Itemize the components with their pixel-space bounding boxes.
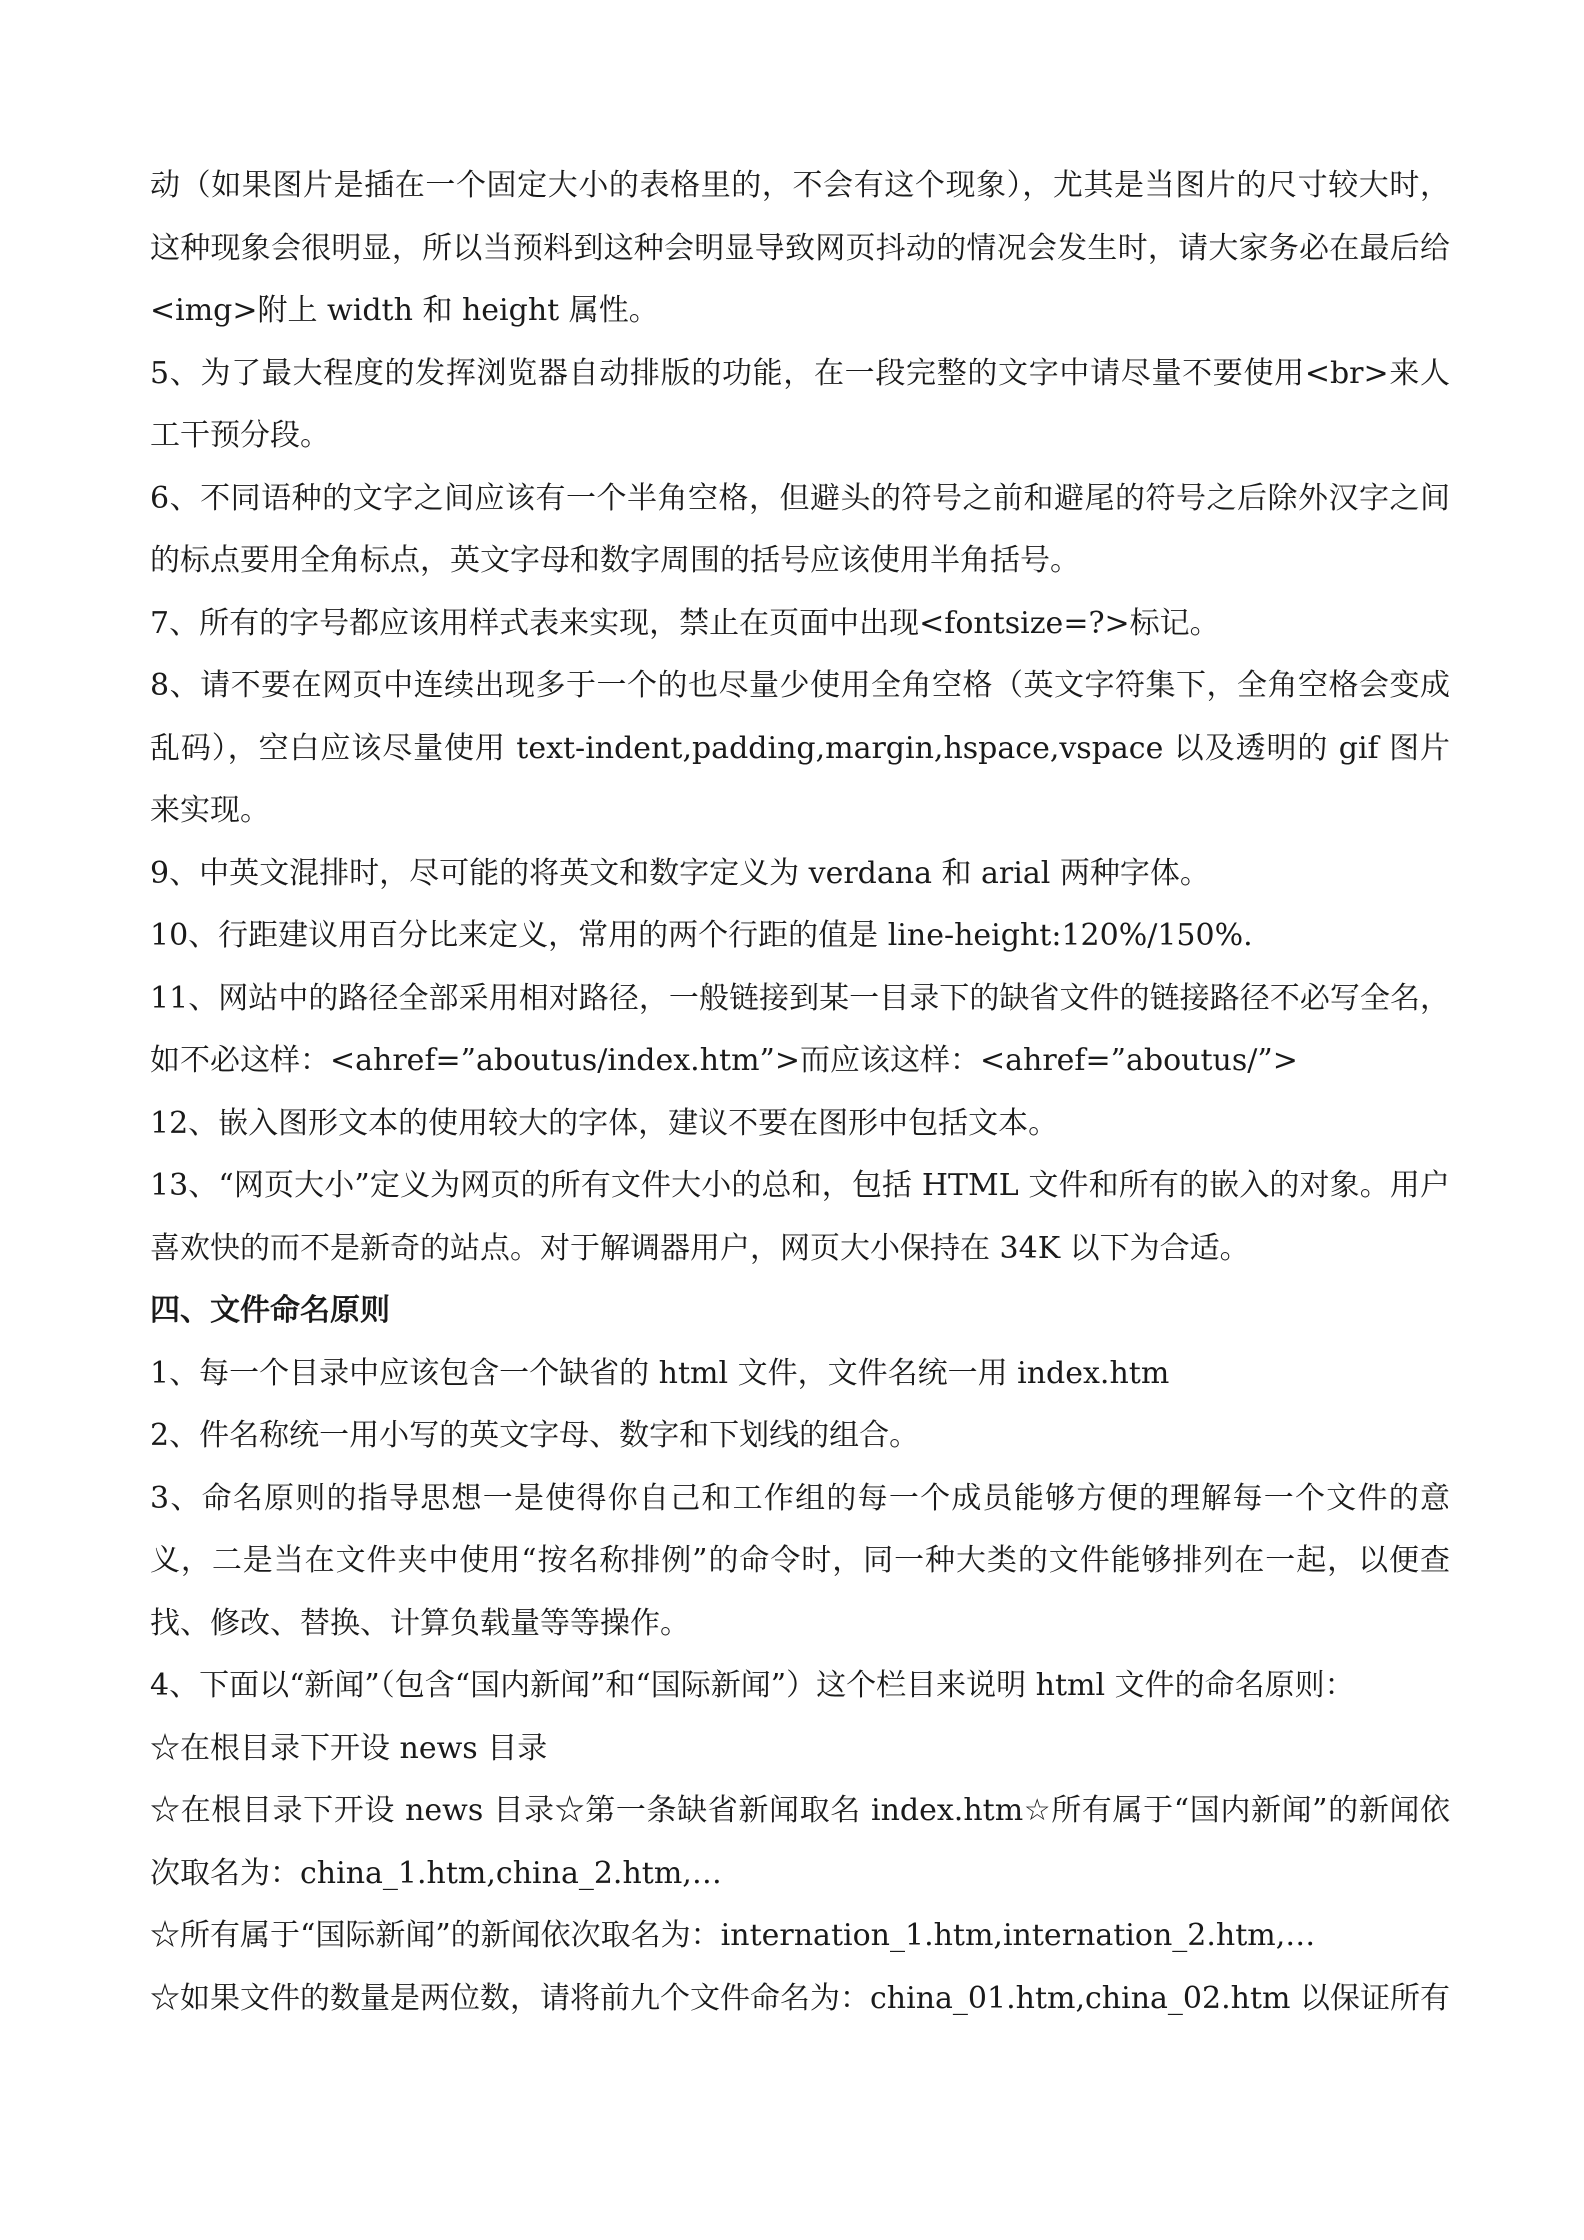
bullet-two-digit-naming: ☆如果文件的数量是两位数，请将前九个文件命名为：china_01.htm,china_02.htm 以保证所有 [150, 1980, 1450, 2016]
paragraph-rule-13: 13、“网页大小”定义为网页的所有文件大小的总和，包括 HTML 文件和所有的嵌入的对象。用户喜欢快的而不是新奇的站点。对于解调器用户，网页大小保持在 34K 以下为合适。 [150, 1168, 1450, 1266]
bullet-news-directory: ☆在根目录下开设 news 目录 [150, 1730, 548, 1766]
paragraph-rule-12: 12、嵌入图形文本的使用较大的字体，建议不要在图形中包括文本。 [150, 1105, 1059, 1141]
paragraph-rule-9: 9、中英文混排时，尽可能的将英文和数字定义为 verdana 和 arial 两种字体。 [150, 855, 1210, 891]
paragraph-naming-2: 2、件名称统一用小写的英文字母、数字和下划线的组合。 [150, 1418, 920, 1453]
paragraph-rule-5: 5、为了最大程度的发挥浏览器自动排版的功能，在一段完整的文字中请尽量不要使用<br>来人工干预分段。 [150, 355, 1450, 453]
section-heading-file-naming: 四、文件命名原则 [150, 1293, 390, 1328]
paragraph-naming-1: 1、每一个目录中应该包含一个缺省的 html 文件，文件名统一用 index.htm [150, 1355, 1170, 1391]
paragraph-rule-8: 8、请不要在网页中连续出现多于一个的也尽量少使用全角空格（英文字符集下，全角空格会变成乱码），空白应该尽量使用 text-indent,padding,margin,hspace,vspace 以及透明的 gif 图片来实现。 [150, 668, 1450, 828]
document-page [150, 155, 1450, 2030]
paragraph-image-size-note: 动（如果图片是插在一个固定大小的表格里的，不会有这个现象），尤其是当图片的尺寸较大时，这种现象会很明显，所以当预料到这种会明显导致网页抖动的情况会发生时，请大家务必在最后给<img>附上 width 和 height 属性。 [150, 168, 1450, 328]
paragraph-rule-11: 11、网站中的路径全部采用相对路径，一般链接到某一目录下的缺省文件的链接路径不必写全名，如不必这样：<ahref=”aboutus/index.htm”>而应该这样：<ahref=”aboutus/”> [150, 980, 1450, 1078]
bullet-international-news: ☆所有属于“国际新闻”的新闻依次取名为：internation_1.htm,internation_2.htm,… [150, 1918, 1316, 1953]
bullet-default-news-china: ☆在根目录下开设 news 目录☆第一条缺省新闻取名 index.htm☆所有属于“国内新闻”的新闻依次取名为：china_1.htm,china_2.htm,… [150, 1793, 1450, 1891]
paragraph-naming-3: 3、命名原则的指导思想一是使得你自己和工作组的每一个成员能够方便的理解每一个文件的意义，二是当在文件夹中使用“按名称排例”的命令时，同一种大类的文件能够排列在一起，以便查找、修改、替换、计算负载量等等操作。 [150, 1480, 1450, 1641]
paragraph-rule-7: 7、所有的字号都应该用样式表来实现，禁止在页面中出现<fontsize=?>标记。 [150, 605, 1220, 641]
paragraph-rule-10: 10、行距建议用百分比来定义，常用的两个行距的值是 line-height:120%/150%. [150, 918, 1253, 953]
paragraph-rule-6: 6、不同语种的文字之间应该有一个半角空格，但避头的符号之前和避尾的符号之后除外汉字之间的标点要用全角标点，英文字母和数字周围的括号应该使用半角括号。 [150, 480, 1450, 578]
paragraph-naming-4: 4、下面以“新闻”（包含“国内新闻”和“国际新闻”）这个栏目来说明 html 文件的命名原则： [150, 1668, 1355, 1703]
